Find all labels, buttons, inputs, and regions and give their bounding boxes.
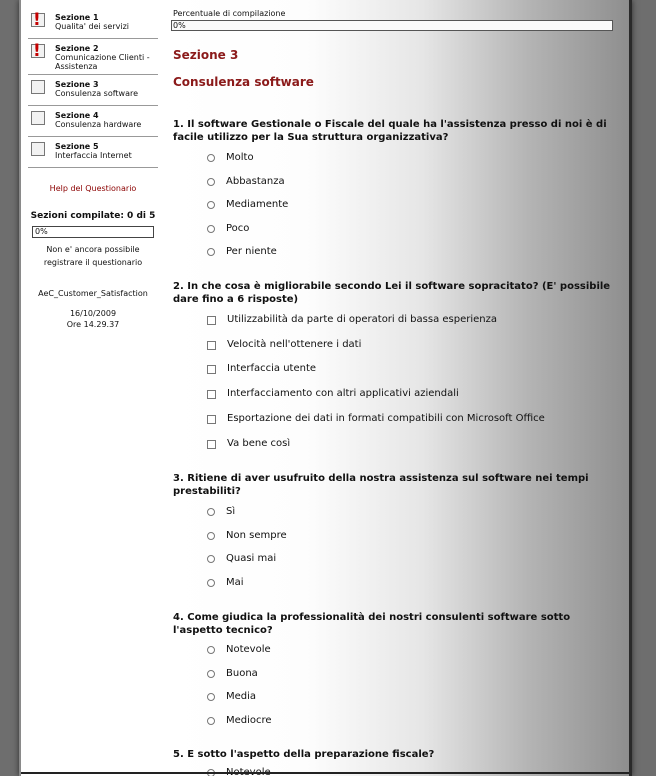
option-label: Esportazione dei dati in formati compatibili con Microsoft Office (227, 413, 545, 424)
sidebar-item-title: Sezione 1 (55, 13, 99, 22)
option-label: Interfaccia utente (227, 363, 317, 374)
radio-option[interactable] (207, 245, 277, 259)
sidebar-item-subtitle: Comunicazione Clienti - Assistenza (55, 53, 150, 71)
sidebar-item-subtitle: Consulenza software (55, 89, 139, 98)
radio-button[interactable] (207, 508, 215, 516)
radio-option[interactable] (207, 714, 272, 728)
sidebar-item-sezione-5[interactable] (28, 137, 158, 168)
register-note-line: Non e' ancora possibile (46, 245, 140, 254)
checkbox-option[interactable] (207, 412, 545, 426)
option-label: Molto (226, 152, 254, 163)
option-label: Utilizzabilità da parte di operatori di bassa esperienza (227, 314, 497, 325)
checkbox-icon (31, 80, 45, 94)
option-label: Mediocre (226, 715, 272, 726)
radio-button[interactable] (207, 532, 215, 540)
checkbox-option[interactable] (207, 313, 497, 327)
question-title: 3. Ritiene di aver usufruito della nostra assistenza sul software nei tempi prestabiliti? (173, 473, 589, 497)
radio-option[interactable] (207, 552, 276, 566)
checkbox-option[interactable] (207, 362, 316, 376)
radio-option[interactable] (207, 643, 271, 657)
radio-option[interactable] (207, 766, 271, 776)
register-note (28, 243, 158, 269)
radio-button[interactable] (207, 646, 215, 654)
radio-button[interactable] (207, 693, 215, 701)
radio-option[interactable] (207, 529, 287, 543)
window-bottom-edge (19, 772, 632, 774)
time-text: Ore 14.29.37 (66, 320, 120, 329)
radio-option[interactable] (207, 151, 254, 165)
sidebar-item-subtitle: Interfaccia Internet (55, 151, 132, 160)
radio-button[interactable] (207, 579, 215, 587)
option-label: Mai (226, 577, 244, 588)
sidebar-item-sezione-3[interactable] (28, 75, 158, 106)
option-label: Quasi mai (226, 553, 277, 564)
option-label: Non sempre (226, 530, 287, 541)
sidebar-item-sezione-1[interactable] (28, 8, 158, 39)
browser-frame (19, 0, 632, 776)
checkbox[interactable] (207, 341, 216, 350)
checkbox-option[interactable] (207, 437, 290, 451)
radio-button[interactable] (207, 201, 215, 209)
alert-icon (31, 44, 45, 58)
sidebar-item-subtitle: Qualita' dei servizi (55, 22, 130, 31)
option-label: Buona (226, 668, 258, 679)
compiled-progress-bar: 0% (32, 226, 154, 238)
radio-button[interactable] (207, 670, 215, 678)
checkbox-icon (31, 142, 45, 156)
radio-option[interactable] (207, 175, 285, 189)
checkbox[interactable] (207, 316, 216, 325)
help-link[interactable]: Help del Questionario (49, 184, 137, 193)
radio-button[interactable] (207, 717, 215, 725)
radio-option[interactable] (207, 690, 256, 704)
sidebar (28, 8, 158, 329)
option-label: Va bene così (227, 438, 291, 449)
question-title: 5. E sotto l'aspetto della preparazione fiscale? (173, 749, 435, 760)
checkbox[interactable] (207, 390, 216, 399)
option-label: Mediamente (226, 199, 289, 210)
option-label: Velocità nell'ottenere i dati (227, 339, 362, 350)
radio-button[interactable] (207, 178, 215, 186)
option-label (226, 766, 271, 776)
section-title: Sezione 3 (173, 48, 239, 62)
sidebar-item-title: Sezione 4 (55, 111, 99, 120)
sidebar-item-sezione-4[interactable] (28, 106, 158, 137)
radio-option[interactable] (207, 667, 258, 681)
progress-label: Percentuale di compilazione (173, 9, 286, 18)
checkbox[interactable] (207, 365, 216, 374)
radio-option[interactable] (207, 505, 235, 519)
sidebar-item-sezione-2[interactable] (28, 39, 158, 75)
date-text: 16/10/2009 (69, 309, 117, 318)
checkbox[interactable] (207, 440, 216, 449)
radio-option[interactable] (207, 576, 244, 590)
radio-button[interactable] (207, 248, 215, 256)
option-label: Sì (226, 506, 236, 517)
checkbox-option[interactable] (207, 338, 361, 352)
section-subtitle: Consulenza software (173, 75, 314, 89)
survey-id: AeC_Customer_Satisfaction (38, 289, 148, 298)
radio-option[interactable] (207, 198, 288, 212)
option-label: Poco (226, 223, 250, 234)
sidebar-item-subtitle: Consulenza hardware (55, 120, 142, 129)
sidebar-item-title: Sezione 2 (55, 44, 99, 53)
question-title: 2. In che cosa è migliorabile secondo Lei il software sopracitato? (E' possibile dare fino a 6 risposte) (173, 281, 611, 305)
option-label: Media (226, 691, 257, 702)
question-title: 1. Il software Gestionale o Fiscale del quale ha l'assistenza presso di noi è di facile utilizzo per la Sua struttura organizzativa? (173, 119, 607, 143)
question-title: 4. Come giudica la professionalità dei nostri consulenti software sotto l'aspetto tecnico? (173, 612, 571, 636)
option-label: Abbastanza (226, 176, 285, 187)
option-label: Interfacciamento con altri applicativi aziendali (227, 388, 459, 399)
compiled-sections-label: Sezioni compilate: 0 di 5 (30, 211, 156, 221)
sidebar-item-title: Sezione 5 (55, 142, 99, 151)
radio-option[interactable] (207, 222, 249, 236)
alert-icon (31, 13, 45, 27)
timestamp (28, 308, 158, 330)
progress-bar: 0% (171, 20, 613, 31)
option-label: Notevole (226, 644, 271, 655)
checkbox[interactable] (207, 415, 216, 424)
register-note-line: registrare il questionario (43, 258, 143, 267)
radio-button[interactable] (207, 154, 215, 162)
radio-button[interactable] (207, 225, 215, 233)
option-label: Per niente (226, 246, 277, 257)
sidebar-item-title: Sezione 3 (55, 80, 99, 89)
checkbox-option[interactable] (207, 387, 459, 401)
radio-button[interactable] (207, 555, 215, 563)
main-content (169, 0, 630, 776)
checkbox-icon (31, 111, 45, 125)
